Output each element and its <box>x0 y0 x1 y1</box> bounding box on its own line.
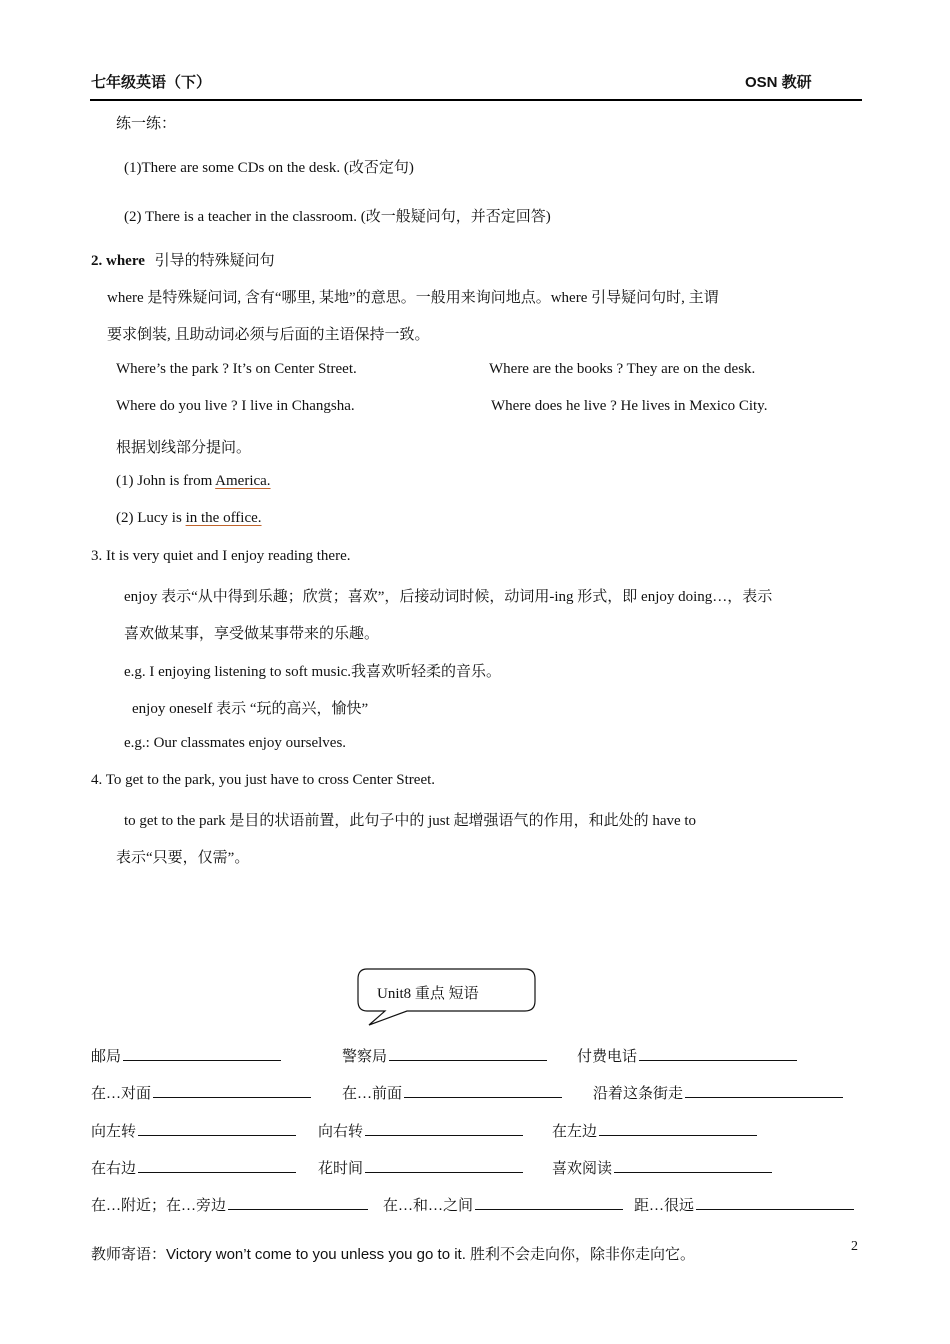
phrase-pay-phone: 付费电话 <box>577 1045 797 1066</box>
phrase-on-the-right: 在右边 <box>91 1157 296 1178</box>
phrase-police-station: 警察局 <box>342 1045 547 1066</box>
section2-instruction: 根据划线部分提问。 <box>116 440 252 456</box>
phrase-on-the-left: 在左边 <box>552 1120 757 1141</box>
phrase-go-along-street: 沿着这条街走 <box>593 1082 843 1103</box>
phrase-enjoy-reading: 喜欢阅读 <box>552 1157 772 1178</box>
phrase-near-next-to: 在…附近；在…旁边 <box>91 1194 368 1215</box>
phrase-far-from: 距…很远 <box>634 1194 854 1215</box>
header-title: 七年级英语（下） <box>91 74 212 91</box>
phrase-post-office: 邮局 <box>91 1045 281 1066</box>
section4-line2: 表示“只要，仅需”。 <box>116 850 250 866</box>
example-1b: Where are the books ? They are on the desk. <box>489 361 756 377</box>
footer-motto: 教师寄语：Victory won’t come to you unless you go to it. 胜利不会走向你，除非你走向它。 <box>91 1246 696 1263</box>
phrase-across-from: 在…对面 <box>91 1082 311 1103</box>
callout-text: Unit8 重点 短语 <box>377 986 479 1002</box>
section4-line1: to get to the park 是目的状语前置，此句子中的 just 起增强语气的作用，和此处的 have to <box>124 813 697 829</box>
phrase-between: 在…和…之间 <box>383 1194 623 1215</box>
phrase-in-front-of: 在…前面 <box>342 1082 562 1103</box>
practice-question-2: (2) There is a teacher in the classroom. (改一般疑问句，并否定回答) <box>124 209 551 225</box>
phrase-spend-time: 花时间 <box>318 1157 523 1178</box>
section2-heading <box>91 249 275 270</box>
section3-line4: enjoy oneself 表示 “玩的高兴，愉快” <box>132 701 369 717</box>
practice-question-1: (1)There are some CDs on the desk. (改否定句) <box>124 160 414 176</box>
example-2a: Where do you live ? I live in Changsha. <box>116 398 355 414</box>
section3-line1: enjoy 表示“从中得到乐趣；欣赏；喜欢”，后接动词时候，动词用-ing 形式，即 enjoy doing…，表示 <box>124 589 773 605</box>
section2-question-2 <box>116 510 262 527</box>
section2-paragraph-line1: where 是特殊疑问词, 含有“哪里, 某地”的意思。一般用来询问地点。where 引导疑问句时, 主谓 <box>107 290 719 306</box>
question-2-prefix: (2) Lucy is <box>116 510 186 526</box>
section3-line5: e.g.: Our classmates enjoy ourselves. <box>124 735 347 751</box>
section2-heading-rest: 引导的特殊疑问句 <box>154 253 275 269</box>
page-number: 2 <box>851 1239 858 1254</box>
section3-line2: 喜欢做某事，享受做某事带来的乐趣。 <box>124 626 380 642</box>
section2-question-1 <box>116 473 271 490</box>
question-1-prefix: (1) John is from <box>116 473 216 489</box>
header-organization: OSN 教研 <box>745 74 812 91</box>
section4-heading: 4. To get to the park, you just have to cross Center Street. <box>91 772 436 788</box>
phrase-turn-right: 向右转 <box>318 1120 523 1141</box>
section3-line3: e.g. I enjoying listening to soft music.我喜欢听轻柔的音乐。 <box>124 664 502 680</box>
question-2-underlined: in the office. <box>185 510 262 526</box>
example-1a: Where’s the park ? It’s on Center Street. <box>116 361 357 377</box>
section3-heading: 3. It is very quiet and I enjoy reading there. <box>91 548 351 564</box>
phrase-turn-left: 向左转 <box>91 1120 296 1141</box>
practice-title: 练一练： <box>116 116 177 132</box>
section2-heading-bold: 2. where <box>91 253 145 269</box>
section2-paragraph-line2: 要求倒装, 且助动词必须与后面的主语保持一致。 <box>107 327 430 343</box>
header-rule <box>90 99 862 101</box>
example-2b: Where does he live ? He lives in Mexico City. <box>491 398 768 414</box>
question-1-underlined: America. <box>215 473 271 489</box>
